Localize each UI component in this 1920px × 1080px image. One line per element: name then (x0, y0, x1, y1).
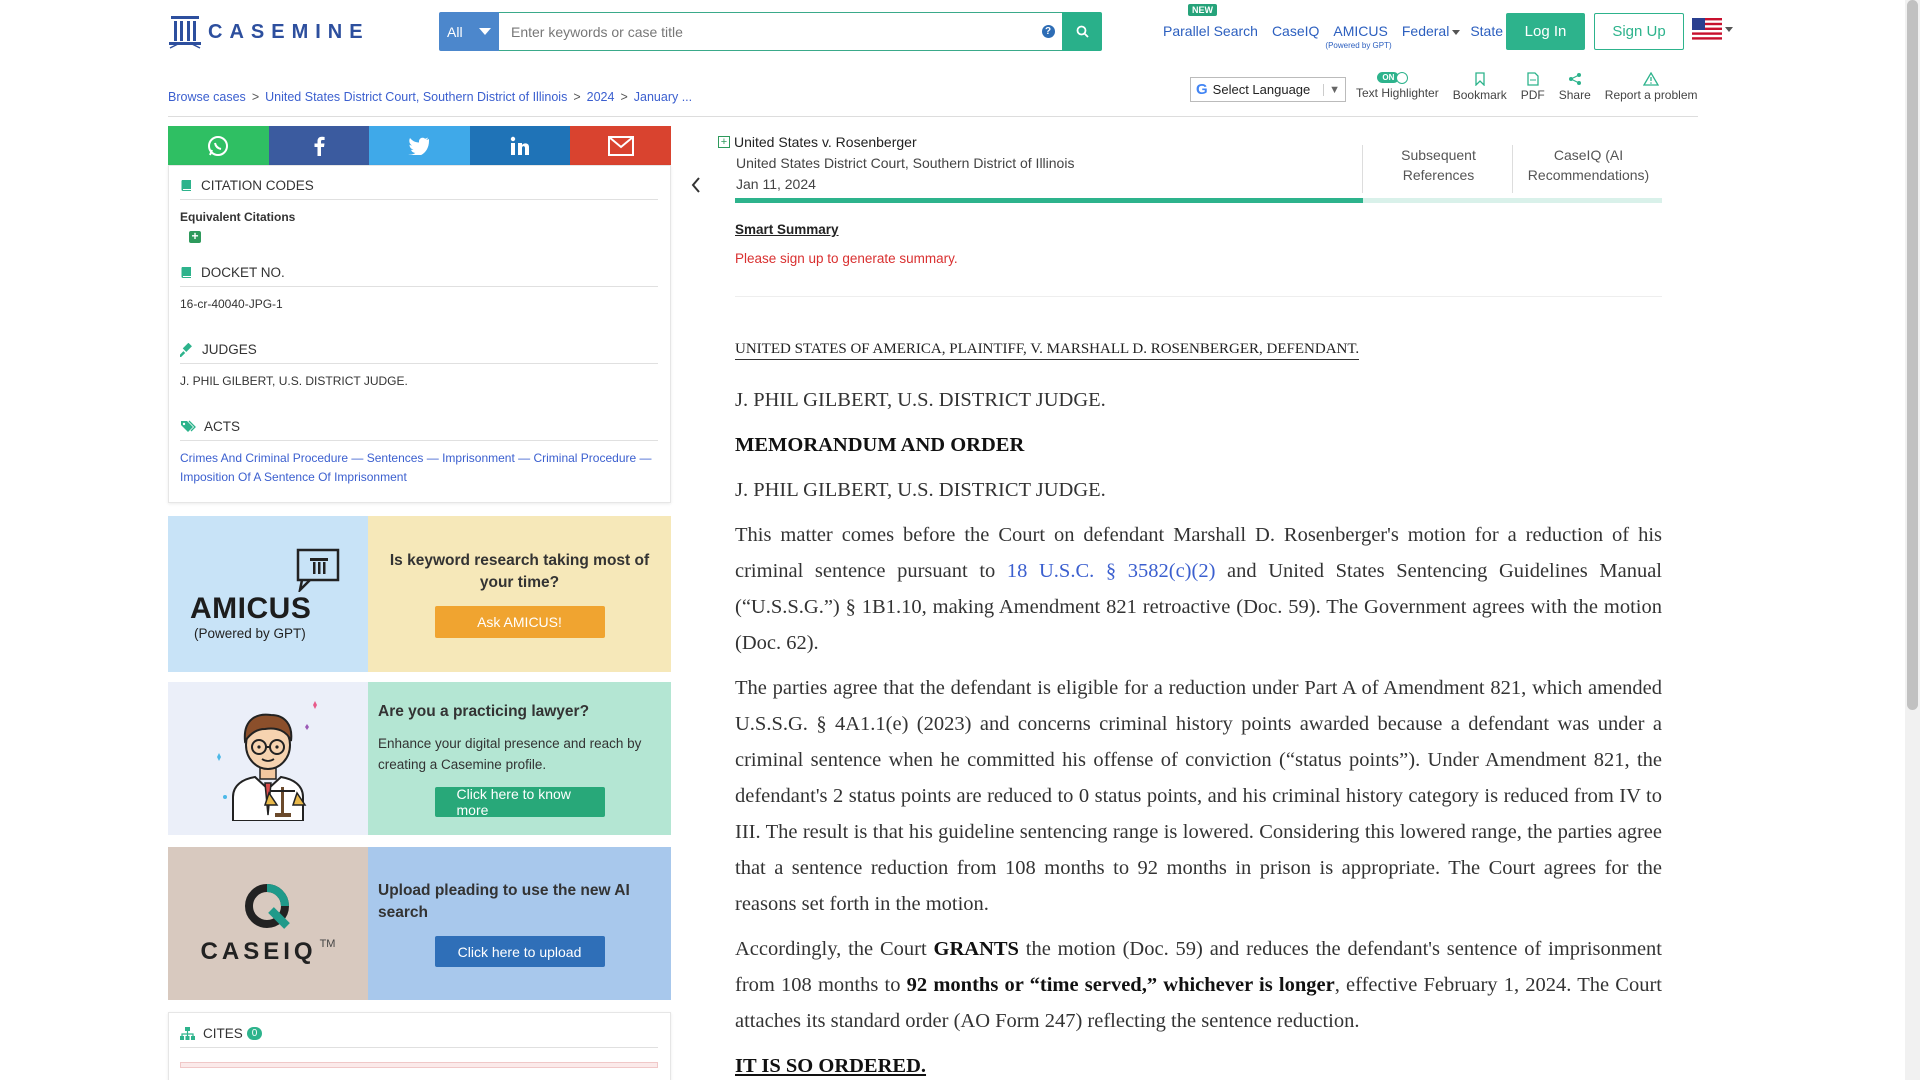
caret-down-icon (1725, 27, 1733, 32)
report-problem-label: Report a problem (1604, 88, 1698, 102)
closing-order: IT IS SO ORDERED. (735, 1055, 927, 1077)
cites-card (168, 1012, 671, 1080)
amicus-gpt-note: (Powered by GPT) (1325, 41, 1392, 50)
upload-pleading-button[interactable]: Click here to upload (435, 936, 605, 967)
amicus-art (168, 516, 368, 672)
case-toolbar (1356, 72, 1712, 102)
twitter-icon (408, 137, 430, 155)
cites-label: CITES (203, 1026, 243, 1041)
language-label: Select Language (1212, 82, 1311, 97)
caret-down-icon (479, 28, 491, 35)
judgment-paragraph-3: Accordingly, the Court GRANTS the motion (Doc. 59) and reduces the defendant's sentence of imprisonment from 108 months to 92 months or “time served,” whichever is longer, effective February 1, 2024. The Court attaches its standard order (AO Form 247) reflecting the sentence reduction. (735, 938, 1662, 1032)
judge-line-2: J. PHIL GILBERT, U.S. DISTRICT JUDGE. (735, 479, 1106, 501)
tags-icon (180, 420, 196, 433)
help-icon: ? (1042, 25, 1055, 38)
share-email-button[interactable] (570, 126, 671, 165)
search-category-label: All (447, 23, 463, 40)
page-scrollbar[interactable] (1905, 0, 1920, 1080)
lawyer-promo (168, 682, 671, 835)
courthouse-logo-icon (168, 14, 202, 50)
share-twitter-button[interactable] (369, 126, 470, 165)
social-share-bar (168, 126, 671, 165)
smart-summary-message: Please sign up to generate summary. (735, 251, 958, 266)
docket-heading: DOCKET NO. (180, 265, 658, 287)
judge-line: J. PHIL GILBERT, U.S. DISTRICT JUDGE. (735, 389, 1106, 411)
case-title: United States v. Rosenberger (734, 134, 917, 150)
scrollbar-thumb[interactable] (1907, 0, 1918, 710)
acts-link[interactable]: Crimes And Criminal Procedure — Sentences — Imprisonment — Criminal Procedure — Imposition Of A Sentence Of Imprisonment (180, 451, 652, 484)
nav-parallel-search[interactable] (1163, 5, 1258, 39)
collapse-sidebar-icon[interactable] (690, 176, 702, 194)
toggle-state: ON (1377, 72, 1399, 83)
search-category-select[interactable] (439, 12, 499, 51)
acts-heading: ACTS (180, 419, 658, 441)
warning-icon (1643, 72, 1659, 86)
nav-federal[interactable] (1402, 23, 1460, 39)
nav-federal-label: Federal (1401, 23, 1450, 39)
docket-number: 16-cr-40040-JPG-1 (180, 297, 283, 311)
amicus-promo (168, 516, 671, 672)
report-problem-button[interactable] (1605, 72, 1698, 102)
logo-text: CASEMINE (208, 20, 370, 43)
top-nav (1163, 5, 1528, 50)
reading-progress-bar (735, 198, 1662, 203)
lawyer-promo-title: Are you a practicing lawyer? (378, 702, 590, 720)
login-button[interactable]: Log In (1506, 13, 1585, 50)
caseiq-promo-copy (368, 847, 671, 1000)
language-select[interactable] (1190, 77, 1346, 102)
share-label: Share (1558, 88, 1591, 102)
judgment-text (735, 340, 1662, 1080)
reading-progress-fill (735, 198, 1363, 203)
search-bar (439, 12, 1102, 51)
share-whatsapp-button[interactable] (168, 126, 269, 165)
caseiq-logo-tm: TM (319, 937, 336, 950)
book-icon (180, 266, 193, 279)
expand-case-icon[interactable]: + (718, 136, 730, 148)
ask-amicus-button[interactable]: Ask AMICUS! (435, 606, 605, 638)
share-icon (1568, 72, 1582, 86)
linkedin-icon (510, 136, 530, 156)
breadcrumb-court[interactable]: United States District Court, Southern District of Illinois (265, 90, 568, 104)
nav-state-label: State (1470, 23, 1504, 39)
breadcrumb-month[interactable]: January ... (633, 90, 693, 104)
whatsapp-icon (207, 135, 229, 157)
bookmark-button[interactable] (1453, 72, 1507, 102)
header-divider (168, 116, 1698, 117)
cites-count-badge: 0 (247, 1027, 263, 1040)
nav-amicus[interactable] (1325, 23, 1392, 50)
lawyer-promo-text: Enhance your digital presence and reach by creating a Casemine profile. (378, 735, 642, 772)
text-highlighter-label: Text Highlighter (1356, 86, 1439, 100)
share-facebook-button[interactable] (269, 126, 370, 165)
bookmark-label: Bookmark (1452, 88, 1507, 102)
caret-down-icon: ▼ (1323, 84, 1340, 96)
toggle-switch[interactable] (1377, 72, 1417, 83)
amicus-logo-sub: (Powered by GPT) (194, 626, 306, 641)
case-date: Jan 11, 2024 (736, 176, 816, 192)
search-icon (1076, 25, 1089, 38)
text-highlighter-toggle[interactable] (1356, 72, 1439, 102)
new-badge: NEW (1188, 4, 1217, 16)
smart-summary-label[interactable]: Smart Summary (735, 222, 839, 237)
nav-caseiq[interactable]: CaseIQ (1271, 23, 1320, 39)
lawyer-art (168, 682, 368, 835)
search-input[interactable] (499, 12, 1034, 51)
search-button[interactable] (1062, 12, 1102, 51)
judgment-paragraph-2: The parties agree that the defendant is eligible for a reduction under Part A of Amendment 821, which amended U.S.S.G. § 4A1.1(e) (2023) and concerns criminal history points awarded because a defendant was under a criminal sentence when he committed his offense of conviction (“status points”). Under Amendment 821, the defendant's 2 status points are reduced to 0 status points, and his criminal history category is reduced from IV to III. The result is that his guideline sentencing range is lowered. Considering this lowered range, the parties agree that a sentence reduction from 108 months to 92 months in prison is appropriate. The Court agrees for the reasons set forth in the motion. (735, 677, 1662, 915)
breadcrumb-year[interactable]: 2024 (586, 90, 615, 104)
us-flag-icon (1692, 18, 1722, 40)
expand-citations-icon[interactable]: + (189, 231, 201, 243)
judgment-paragraph-1: This matter comes before the Court on defendant Marshall D. Rosenberger's motion for a reduction of his criminal sentence pursuant to 18 U.S.C. § 3582(c)(2) and United States Sentencing Guidelines Manual (“U.S.S.G.”) § 1B1.10, making Amendment 821 retroactive (Doc. 59). The Government agrees with the motion (Doc. 62). (735, 524, 1662, 654)
gavel-icon (180, 343, 194, 357)
judges-heading: JUDGES (180, 342, 658, 364)
share-linkedin-button[interactable] (470, 126, 571, 165)
sitemap-icon (180, 1027, 195, 1041)
nav-parallel-search-label: Parallel Search (1163, 23, 1258, 39)
statute-link[interactable]: 18 U.S.C. § 3582(c)(2) (1006, 560, 1216, 582)
amicus-promo-copy (368, 516, 671, 672)
citation-codes-heading: CITATION CODES (180, 178, 658, 200)
book-icon (180, 179, 193, 192)
cites-heading (180, 1026, 658, 1048)
facebook-icon (313, 136, 325, 156)
breadcrumb: Browse cases > United States District Court, Southern District of Illinois > 2024 > January ... (168, 90, 693, 104)
caret-down-icon (1452, 30, 1460, 35)
case-info-card (168, 165, 671, 503)
cites-list-placeholder (180, 1062, 658, 1068)
judges-value: J. PHIL GILBERT, U.S. DISTRICT JUDGE. (180, 374, 408, 388)
bookmark-icon (1474, 72, 1486, 86)
caseiq-promo-title: Upload pleading to use the new AI search (378, 882, 630, 921)
caseiq-promo (168, 847, 671, 1000)
equivalent-citations-label: Equivalent Citations (180, 210, 296, 224)
amicus-chat-icon (296, 548, 342, 592)
pdf-button[interactable] (1521, 72, 1545, 102)
nav-amicus-label: AMICUS (1333, 23, 1388, 39)
amicus-logo-text: AMICUS (190, 592, 312, 625)
case-header (718, 134, 1662, 204)
memorandum-heading: MEMORANDUM AND ORDER (735, 434, 1025, 456)
case-parties: UNITED STATES OF AMERICA, PLAINTIFF, V. MARSHALL D. ROSENBERGER, DEFENDANT. (735, 341, 1359, 360)
lawyer-illustration-icon (213, 697, 323, 821)
share-button[interactable] (1559, 72, 1591, 102)
pdf-label: PDF (1520, 88, 1545, 102)
search-help[interactable] (1034, 12, 1062, 51)
case-court: United States District Court, Southern District of Illinois (736, 155, 1075, 171)
email-icon (608, 136, 634, 156)
know-more-button[interactable]: Click here to know more (435, 787, 605, 817)
summary-divider (735, 296, 1662, 297)
casemine-logo[interactable] (168, 14, 370, 50)
lawyer-promo-copy (368, 682, 671, 835)
tab-subsequent-references[interactable]: Subsequent References (1362, 145, 1512, 193)
breadcrumb-browse-cases[interactable]: Browse cases (168, 90, 246, 104)
signup-button[interactable]: Sign Up (1594, 13, 1684, 50)
caseiq-logo-text: CASEIQ (200, 937, 317, 965)
country-selector[interactable] (1692, 18, 1733, 40)
google-icon: G (1196, 81, 1208, 98)
tab-caseiq-recommendations[interactable]: CaseIQ (AI Recommendations) (1512, 145, 1662, 193)
caseiq-q-logo-icon (243, 882, 293, 932)
caseiq-art (168, 847, 368, 1000)
pdf-icon (1527, 72, 1539, 86)
amicus-promo-title: Is keyword research taking most of your time? (389, 552, 650, 591)
